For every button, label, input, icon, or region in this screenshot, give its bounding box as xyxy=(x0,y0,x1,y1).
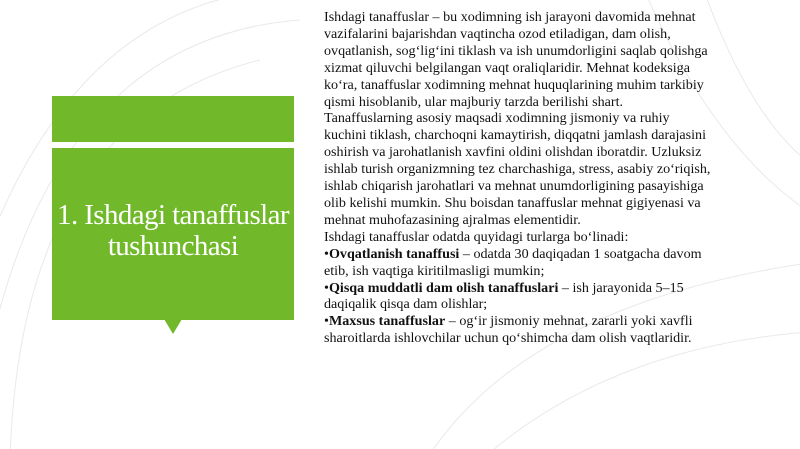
list-item-term: Ovqatlanish tanaffusi xyxy=(328,245,460,262)
list-item xyxy=(324,313,714,347)
title-box xyxy=(52,148,294,320)
title-pointer xyxy=(164,319,182,334)
paragraph-types-intro: Ishdagi tanaffuslar odatda quyidagi turlarga bo‘linadi: xyxy=(324,228,629,245)
slide-title: 1. Ishdagi tanaffuslar tushunchasi xyxy=(57,199,289,262)
paragraph-definition: Ishdagi tanaffuslar – bu xodimning ish jarayoni davomida mehnat vazifalarini bajarishdan vaqtincha ozod etiladigan, dam olish, ovqatlanish, sog‘lig‘ini tiklash va ish unumdorligini saqlab qolishga xizmat qiluvchi belgilangan vaqt oraliqlaridir. Mehnat kodeksiga ko‘ra, tanaffuslar xodimning mehnat huquqlarining muhim tarkibiy qismi hisoblanib, ular majburiy tarzda berilishi shart. xyxy=(324,9,708,110)
bullet: • xyxy=(324,245,329,262)
accent-strip xyxy=(52,96,294,142)
list-item-term: Maxsus tanaffuslar xyxy=(328,313,446,330)
list-item xyxy=(324,280,714,314)
list-item-description: – odatda 30 daqiqadan 1 soatgacha davom etib, ish vaqtiga kiritilmasligi mumkin; xyxy=(324,245,702,279)
bullet: • xyxy=(324,279,329,296)
slide-content xyxy=(324,9,714,347)
list-item-description: – og‘ir jismoniy mehnat, zararli yoki xavfli sharoitlarda ishlovchilar uchun qo‘shimcha dam olish vaqtlaridir. xyxy=(324,313,693,347)
list-item xyxy=(324,246,714,280)
list-item-description: – ish jarayonida 5–15 daqiqalik qisqa dam olishlar; xyxy=(324,279,684,313)
bullet: • xyxy=(324,313,329,330)
paragraph-purpose: Tanaffuslarning asosiy maqsadi xodimning jismoniy va ruhiy kuchini tiklash, charchoqni kamaytirish, diqqatni jamlash darajasini oshirish va jarohatlanish xavfini oldini olishdan iboratdir. Uzluksiz ishlab turish organizmning tez charchashiga, stress, asabiy zo‘riqish, ishlab chiqarish jarohatlari va mehnat unumdorligining pasayishiga olib kelishi mumkin. Shu boisdan tanaffuslar mehnat gigiyenasi va mehnat muhofazasining ajralmas elementidir. xyxy=(324,110,711,228)
list-item-term: Qisqa muddatli dam olish tanaffuslari xyxy=(328,279,559,296)
